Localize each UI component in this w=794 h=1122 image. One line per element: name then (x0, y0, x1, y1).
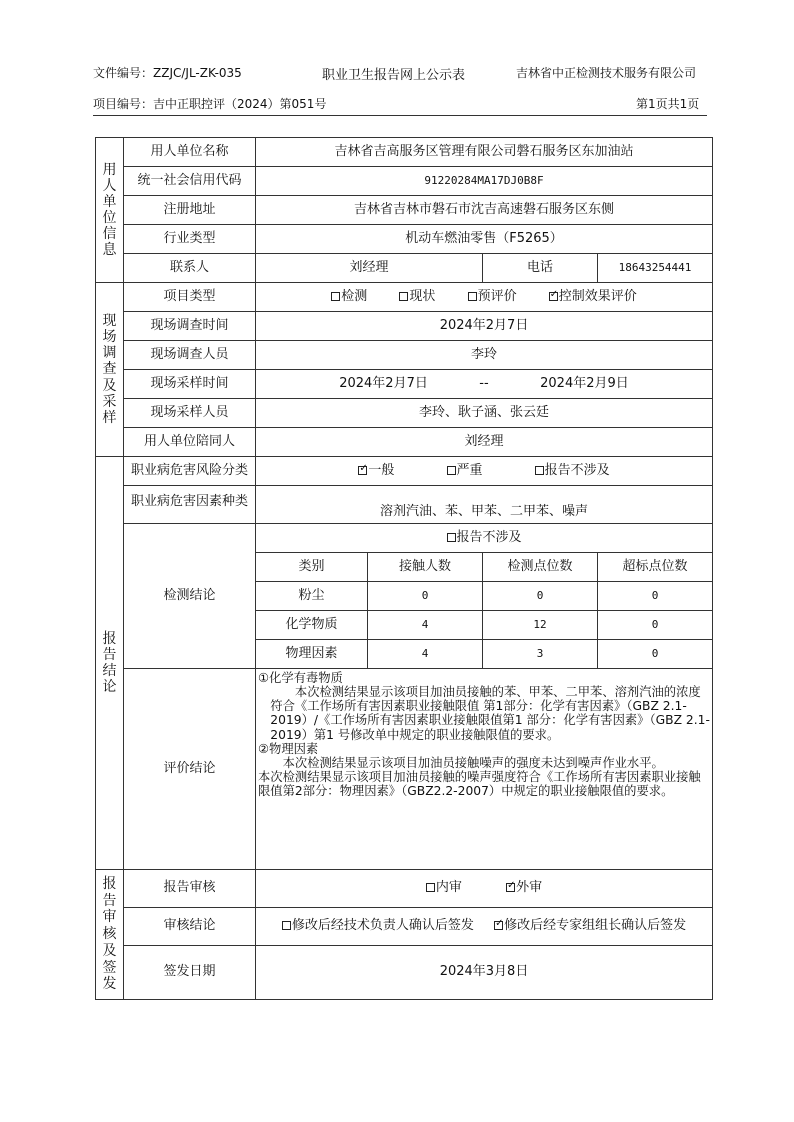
option-label: 修改后经技术负责人确认后签发 (291, 918, 474, 934)
company-name: 吉林省中正检测技术服务有限公司 (516, 66, 697, 80)
detection-category: 粉尘 (256, 582, 368, 611)
label-samplers: 现场采样人员 (124, 399, 256, 428)
option-label: 报告不涉及 (544, 462, 610, 478)
label-credit-code: 统一社会信用代码 (124, 167, 256, 196)
label-survey-time: 现场调查时间 (124, 312, 256, 341)
detection-cell: 4 (368, 611, 483, 640)
detection-header: 接触人数 (368, 553, 483, 582)
option-internal-review[interactable] (426, 881, 462, 896)
checkbox-icon[interactable] (447, 533, 456, 542)
option-label: 一般 (368, 462, 395, 478)
value-samplers: 李玲、耿子涵、张云廷 (256, 399, 713, 428)
label-detection-conclusion: 检测结论 (124, 524, 256, 669)
value-surveyors: 李玲 (256, 341, 713, 370)
option-not-applicable[interactable] (535, 464, 610, 479)
label-review-result: 审核结论 (124, 908, 256, 946)
checked-checkbox-icon[interactable] (494, 921, 503, 930)
value-sampling-time (256, 370, 713, 399)
label-risk-class: 职业病危害风险分类 (124, 457, 256, 486)
eval-chem-title: ①化学有毒物质 (258, 671, 343, 685)
option-label: 严重 (456, 462, 483, 478)
detection-cell: 0 (598, 640, 713, 669)
section-conclusion: 报 告 结 论 (96, 457, 124, 870)
checkbox-icon[interactable] (535, 466, 544, 475)
checkbox-icon[interactable] (468, 292, 477, 301)
option-serious[interactable] (447, 464, 483, 479)
option-detection[interactable] (331, 290, 367, 305)
label-hazard-factors: 职业病危害因素种类 (124, 486, 256, 524)
label-escort: 用人单位陪同人 (124, 428, 256, 457)
value-credit-code: 91220284MA17DJ0B8F (256, 167, 713, 196)
value-survey-time: 2024年2月7日 (256, 312, 713, 341)
detection-cell: 12 (483, 611, 598, 640)
option-label: 现状 (409, 288, 436, 304)
checkbox-icon[interactable] (426, 883, 435, 892)
detection-cell: 4 (368, 640, 483, 669)
option-label: 修改后经专家组组长确认后签发 (504, 918, 687, 934)
review-result-options (256, 908, 713, 946)
review-options (256, 870, 713, 908)
option-label: 控制效果评价 (558, 288, 637, 304)
value-address: 吉林省吉林市磐石市沈吉高速磐石服务区东侧 (256, 196, 713, 225)
value-hazard-factors: 溶剂汽油、苯、甲苯、二甲苯、噪声 (256, 486, 713, 524)
doc-number: 文件编号：ZZJC/JL-ZK-035 (93, 66, 242, 80)
detection-cell: 0 (598, 582, 713, 611)
detection-category: 物理因素 (256, 640, 368, 669)
checkbox-icon[interactable] (447, 466, 456, 475)
value-industry: 机动车燃油零售（F5265） (256, 225, 713, 254)
value-unit-name: 吉林省吉高服务区管理有限公司磐石服务区东加油站 (256, 138, 713, 167)
value-issue-date: 2024年3月8日 (256, 946, 713, 1000)
option-label: 外审 (516, 880, 543, 896)
checkbox-icon[interactable] (399, 292, 408, 301)
value-escort: 刘经理 (256, 428, 713, 457)
value-contact: 刘经理 (256, 254, 483, 283)
checked-checkbox-icon[interactable] (358, 466, 367, 475)
option-tech-lead-signoff[interactable] (282, 919, 474, 934)
project-type-options (256, 283, 713, 312)
form-title: 职业卫生报告网上公示表 (322, 68, 466, 83)
option-status[interactable] (399, 290, 435, 305)
section-review: 报 告 审 核 及 签 发 (96, 870, 124, 1000)
label-evaluation-conclusion: 评价结论 (124, 669, 256, 870)
option-control-evaluation[interactable] (549, 290, 637, 305)
sampling-start: 2024年2月7日 (339, 375, 428, 391)
label-surveyors: 现场调查人员 (124, 341, 256, 370)
risk-options (256, 457, 713, 486)
option-label: 预评价 (477, 288, 517, 304)
option-label: 报告不涉及 (456, 529, 522, 545)
option-pre-evaluation[interactable] (468, 290, 517, 305)
eval-chem-text: 本次检测结果显示该项目加油员接触的苯、甲苯、二甲苯、溶剂汽油的浓度符合《工作场所有害因素职业接触限值 第1部分：化学有害因素》（GBZ 2.1-2019）/《工作场所有害因素职业接触限值第1 部分：化学有害因素》（GBZ 2.1-2019）第1 号修改单中规定的职业接触限值的要求。 (270, 685, 710, 742)
detection-header: 检测点位数 (483, 553, 598, 582)
option-external-review[interactable] (506, 881, 542, 896)
detection-cell: 3 (483, 640, 598, 669)
label-issue-date: 签发日期 (124, 946, 256, 1000)
evaluation-text (256, 669, 713, 870)
eval-phys-title: ②物理因素 (258, 741, 319, 756)
detection-na-option[interactable] (256, 524, 713, 553)
checked-checkbox-icon[interactable] (549, 292, 558, 301)
label-industry: 行业类型 (124, 225, 256, 254)
label-phone: 电话 (483, 254, 598, 283)
sampling-end: 2024年2月9日 (540, 375, 629, 391)
option-label: 内审 (435, 880, 462, 896)
option-general[interactable] (358, 464, 394, 479)
label-address: 注册地址 (124, 196, 256, 225)
label-report-review: 报告审核 (124, 870, 256, 908)
detection-header: 类别 (256, 553, 368, 582)
detection-cell: 0 (598, 611, 713, 640)
page-indicator: 第1页共1页 (636, 97, 700, 111)
eval-phys-text-2: 本次检测结果显示该项目加油员接触的噪声强度符合《工作场所有害因素职业接触限值第2部分：物理因素》（GBZ2.2-2007）中规定的职业接触限值的要求。 (258, 769, 701, 799)
label-unit-name: 用人单位名称 (124, 138, 256, 167)
label-project-type: 项目类型 (124, 283, 256, 312)
detection-header: 超标点位数 (598, 553, 713, 582)
header-divider (93, 115, 707, 116)
detection-cell: 0 (368, 582, 483, 611)
checked-checkbox-icon[interactable] (506, 883, 515, 892)
option-expert-lead-signoff[interactable] (494, 919, 686, 934)
detection-cell: 0 (483, 582, 598, 611)
section-unit-info: 用 人 单 位 信 息 (96, 138, 124, 283)
sampling-separator: -- (479, 375, 489, 391)
checkbox-icon[interactable] (282, 921, 291, 930)
value-phone: 18643254441 (598, 254, 713, 283)
eval-phys-text-1: 本次检测结果显示该项目加油员接触噪声的强度未达到噪声作业水平。 (282, 755, 664, 770)
option-label: 检测 (341, 288, 368, 304)
label-contact: 联系人 (124, 254, 256, 283)
section-survey: 现 场 调 查 及 采 样 (96, 283, 124, 457)
project-number: 项目编号：吉中正职控评（2024）第051号 (93, 97, 327, 111)
detection-category: 化学物质 (256, 611, 368, 640)
disclosure-form (95, 137, 713, 1000)
label-sampling-time: 现场采样时间 (124, 370, 256, 399)
checkbox-icon[interactable] (331, 292, 340, 301)
